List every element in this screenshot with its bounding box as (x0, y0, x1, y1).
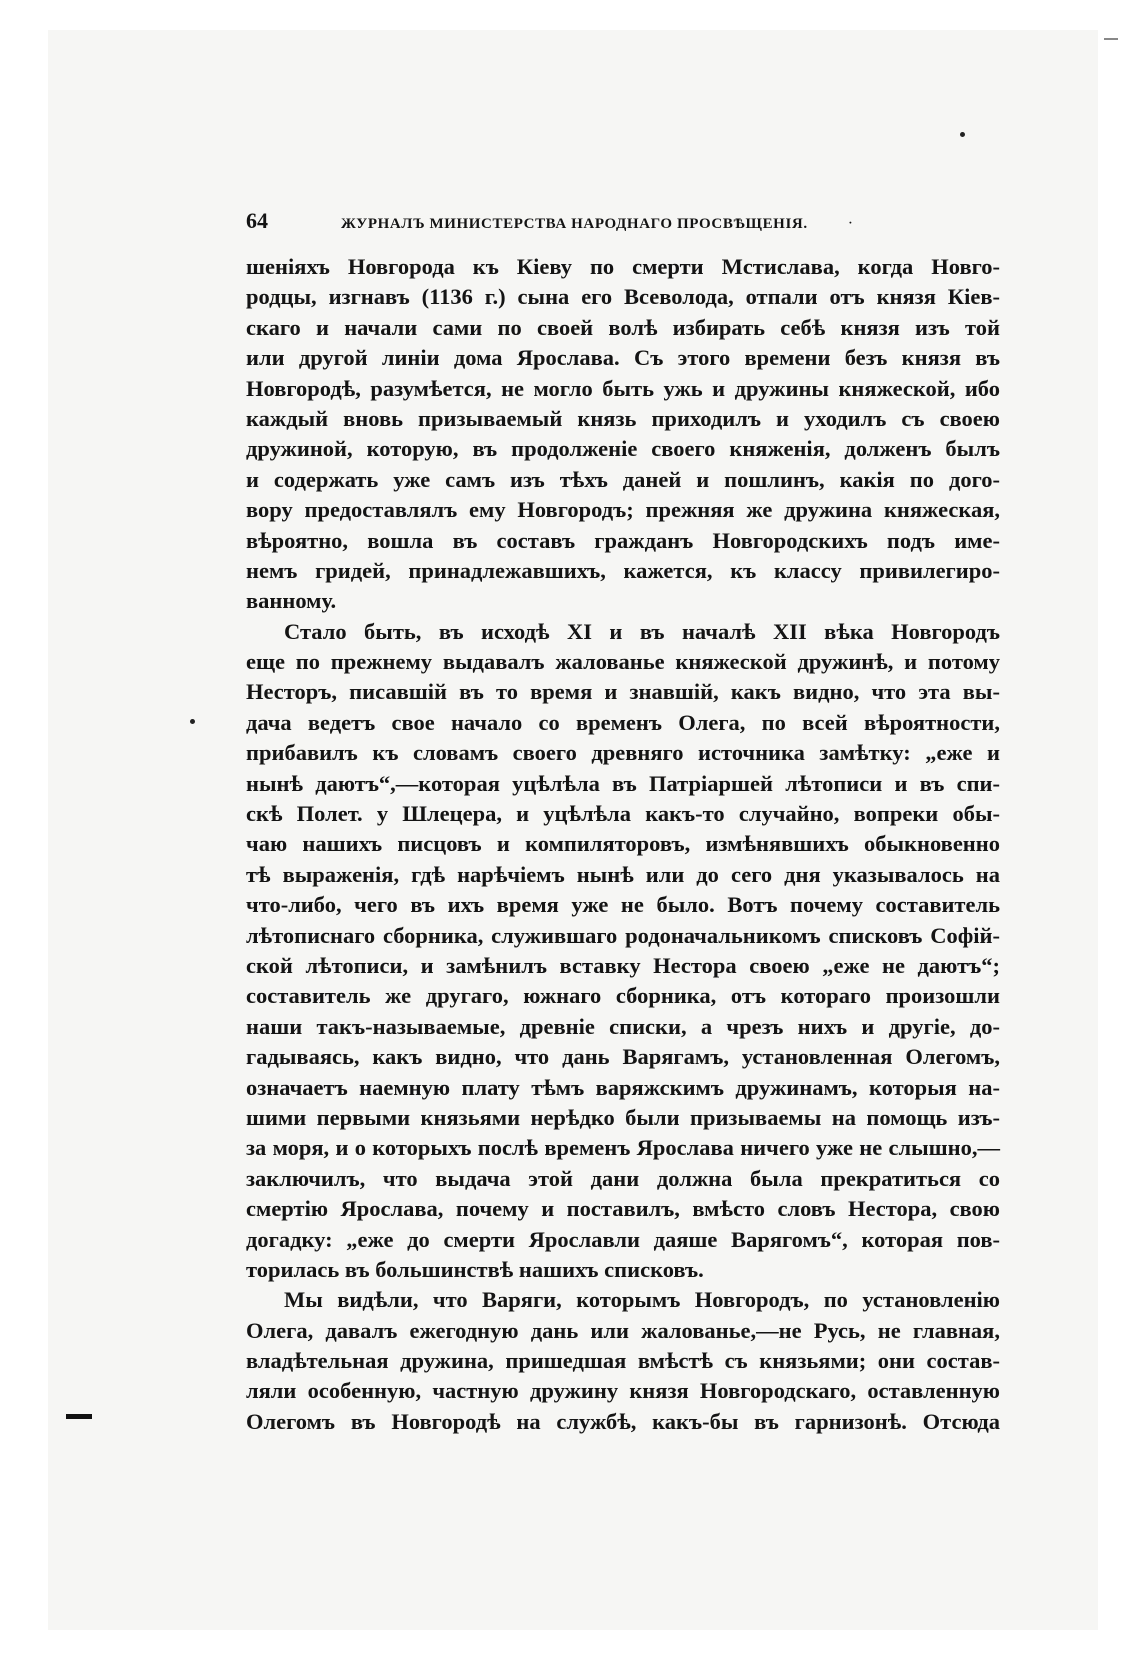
text-line: дружиной, которую, въ продолженіе своего княженія, долженъ былъ (246, 436, 1000, 462)
text-line: за моря, и о которыхъ послѣ временъ Ярослава ничего уже не слышно,— (246, 1135, 1000, 1161)
text-line: гадываясь, какъ видно, что дань Варягамъ, установленная Олегомъ, (246, 1044, 1000, 1070)
text-line: нынѣ даютъ“,—которая уцѣлѣла въ Патріаршей лѣтописи и въ спи- (246, 770, 1000, 796)
text-line: еще по прежнему выдавалъ жалованье княжеской дружинѣ, и потому (246, 649, 1000, 675)
text-line: догадку: „еже до смерти Ярославли даяше Варягомъ“, которая пов- (246, 1226, 1000, 1252)
text-line: скѣ Полет. у Шлецера, и уцѣлѣла какъ-то случайно, вопреки обы- (246, 801, 1000, 827)
text-line: владѣтельная дружина, пришедшая вмѣстѣ съ князьями; они состав- (246, 1348, 1000, 1374)
paragraph (246, 1285, 1000, 1437)
text-line: каждый вновь призываемый князь приходилъ и уходилъ съ своею (246, 405, 1000, 431)
text-line: торилась въ большинствѣ нашихъ списковъ. (246, 1256, 704, 1282)
text-line: ванному. (246, 588, 337, 614)
scan-dot (960, 132, 965, 137)
text-line: шеніяхъ Новгорода къ Кіеву по смерти Мстислава, когда Новго- (246, 254, 1000, 279)
scan-dash-mark (66, 1414, 92, 1419)
text-line: Мы видѣли, что Варяги, которымъ Новгородъ, по установленію (284, 1287, 1000, 1313)
scan-dot (190, 719, 195, 724)
text-line: Несторъ, писавшій въ то время и знавшій, какъ видно, что эта вы- (246, 679, 1000, 705)
text-line: скаго и начали сами по своей волѣ избирать себѣ князя изъ той (246, 314, 1000, 340)
text-line: шими первыми князьями нерѣдко были призываемы на помощь изъ- (246, 1104, 1000, 1130)
text-line: Стало быть, въ исходѣ XI и въ началѣ XII вѣка Новгородъ (284, 618, 1000, 644)
text-line: и содержать уже самъ изъ тѣхъ даней и пошлинъ, какія по дого- (246, 466, 1000, 492)
text-line: наши такъ-называемые, древніе списки, а чрезъ нихъ и другіе, до- (246, 1013, 1000, 1039)
text-line: чаю нашихъ писцовъ и компиляторовъ, измѣнявшихъ обыкновенно (246, 831, 1000, 857)
text-line: вору предоставлялъ ему Новгородъ; прежняя же дружина княжеская, (246, 497, 1000, 523)
text-line: заключилъ, что выдача этой дани должна была прекратиться со (246, 1165, 1000, 1191)
text-line: ской лѣтописи, и замѣнилъ вставку Нестора своею „еже не даютъ“; (246, 952, 1000, 978)
body-text (246, 252, 1000, 1437)
page-number: 64 (246, 208, 268, 233)
text-line: ляли особенную, частную дружину князя Новгородскаго, оставленную (246, 1378, 1000, 1404)
text-line: родцы, изгнавъ (1136 г.) сына его Всеволода, отпали отъ князя Кіев- (246, 284, 1000, 310)
text-line: Олегомъ въ Новгородѣ на службѣ, какъ-бы въ гарнизонѣ. Отсюда (246, 1408, 1000, 1434)
paragraph (246, 252, 1000, 617)
text-line: вѣроятно, вошла въ составъ гражданъ Новгородскихъ подъ име- (246, 527, 1000, 553)
text-line: прибавилъ къ словамъ своего древняго источника замѣтку: „еже и (246, 740, 1000, 766)
header-mark: · (847, 215, 854, 232)
text-line: или другой линіи дома Ярослава. Съ этого времени безъ князя въ (246, 345, 1000, 371)
text-line: тѣ выраженія, гдѣ нарѣчіемъ нынѣ или до сего дня указывалось на (246, 861, 1000, 887)
text-line: Новгородѣ, разумѣется, не могло быть ужь и дружины княжеской, ибо (246, 375, 1000, 401)
text-line: составитель же другаго, южнаго сборника, отъ котораго произошли (246, 983, 1000, 1009)
text-line: Олега, давалъ ежегодную дань или жалованье,—не Русь, не главная, (246, 1317, 1000, 1343)
text-line: лѣтописнаго сборника, служившаго родоначальникомъ списковъ Софій- (246, 922, 1000, 948)
paragraph (246, 617, 1000, 1286)
running-title: ЖУРНАЛЪ МИНИСТЕРСТВА НАРОДНАГО ПРОСВѢЩЕНІЯ. (341, 216, 808, 232)
text-line: что-либо, чего въ ихъ время уже не было. Вотъ почему составитель (246, 892, 1000, 918)
text-line: означаетъ наемную плату тѣмъ варяжскимъ дружинамъ, которыя на- (246, 1074, 1000, 1100)
page-header (246, 208, 996, 238)
text-line: немъ гридей, принадлежавшихъ, кажется, къ классу привилегиро- (246, 557, 1000, 583)
corner-mark (1104, 38, 1118, 40)
text-line: смертію Ярослава, почему и поставилъ, вмѣсто словъ Нестора, свою (246, 1196, 1000, 1222)
text-line: дача ведетъ свое начало со временъ Олега, по всей вѣроятности, (246, 709, 1000, 735)
